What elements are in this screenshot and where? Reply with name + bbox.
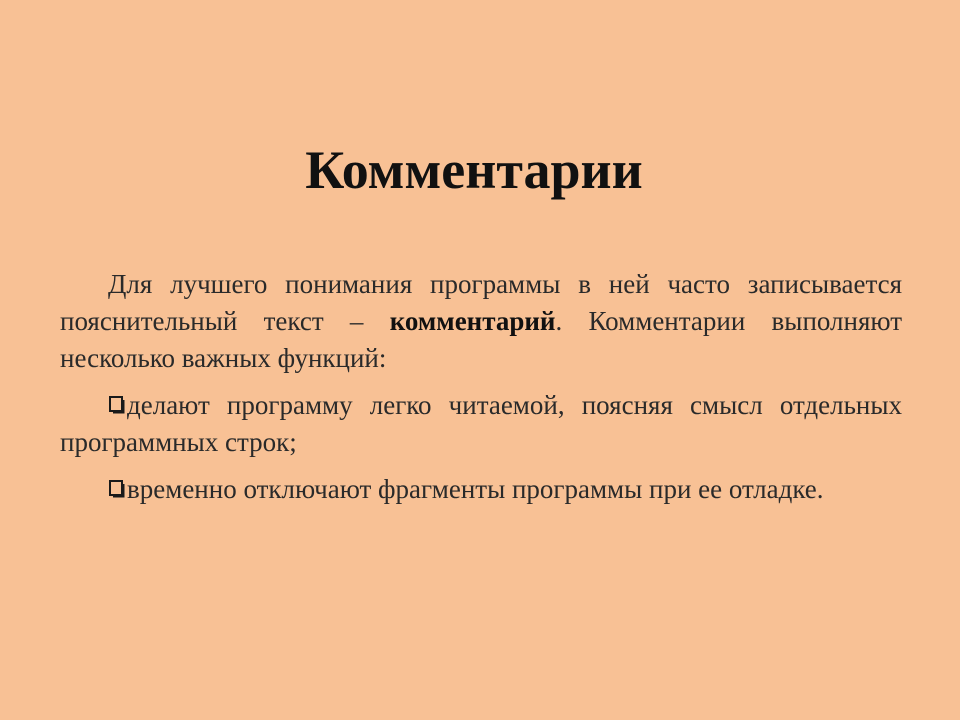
intro-text-after: . Комментарии выполняют несколько важных функций: xyxy=(60,306,902,373)
slide-title: Комментарии xyxy=(305,140,643,200)
intro-bold-term: комментарий xyxy=(389,306,556,336)
bullet-item xyxy=(60,387,902,461)
bullet-text: временно отключают фрагменты программы при ее отладке. xyxy=(127,474,824,504)
checkbox-icon xyxy=(108,477,127,501)
bullet-item xyxy=(60,471,902,508)
intro-paragraph xyxy=(60,266,902,377)
checkbox-icon xyxy=(108,393,127,417)
bullet-text: делают программу легко читаемой, поясняя смысл отдельных программных строк; xyxy=(60,390,902,457)
intro-text-before: Для лучшего понимания программы в ней часто записывается пояснительный текст – xyxy=(60,269,902,336)
slide-body xyxy=(60,266,902,518)
